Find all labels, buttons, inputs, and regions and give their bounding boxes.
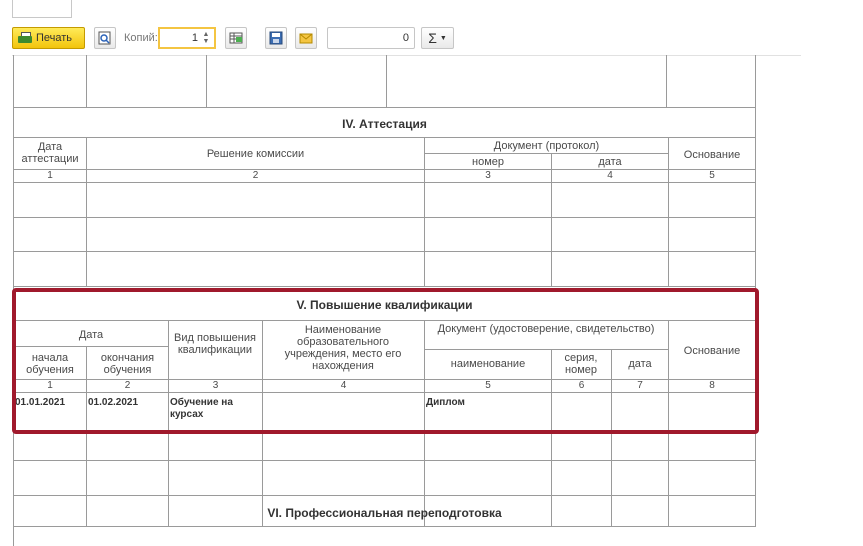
grid-line [424,153,668,154]
column-number: 4 [340,380,347,391]
print-button-label: Печать [36,32,73,44]
cell-start-date[interactable]: 01.01.2021 [15,397,66,408]
column-number: 6 [578,380,585,391]
grid-line [13,182,756,183]
toolbar [0,24,863,54]
column-number: 1 [47,170,53,181]
header-document-date: дата [628,358,652,370]
grid-line [13,107,756,108]
save-button[interactable] [265,27,287,49]
grid-line [13,495,756,496]
cell-document-name[interactable]: Диплом [426,397,465,408]
printer-icon [18,32,32,44]
document-area [0,55,863,546]
sum-field[interactable]: 0 [327,27,415,49]
header-commission-decision: Решение комиссии [206,148,305,160]
copies-stepper[interactable] [158,27,216,49]
save-icon [269,31,283,45]
header-document-name: наименование [450,358,526,370]
preview-icon [98,31,112,45]
header-date: Дата [78,329,104,341]
cell-qualification-kind[interactable]: Обучение на курсах [170,397,233,420]
grid-line [13,251,756,252]
grid-line [386,55,387,108]
column-number: 1 [47,380,53,391]
grid-line [13,460,756,461]
spin-arrows-icon[interactable]: ▲ ▼ [202,31,210,45]
header-basis: Основание [683,345,741,357]
header-protocol-document: Документ (протокол) [493,140,600,152]
grid-line [206,55,207,108]
sum-icon: Σ [428,30,437,46]
grid-line [13,137,756,138]
window-tab[interactable] [12,0,72,18]
chevron-down-icon: ▼ [439,34,447,42]
header-end-date: окончания обучения [100,352,155,376]
header-start-date: начала обучения [26,352,74,376]
highlight-frame [12,288,759,434]
column-number: 2 [252,170,259,181]
header-qualification-kind: Вид повышения квалификации [174,332,256,356]
grid-line [13,286,756,287]
sum-button[interactable] [421,27,454,49]
header-series-number: серия, номер [564,352,598,376]
column-number: 8 [709,380,715,391]
grid-line [13,526,756,527]
column-number: 3 [212,380,219,391]
column-number: 4 [607,170,613,181]
header-protocol-number: номер [472,156,504,168]
section-title-retraining: VI. Профессиональная переподготовка [267,506,502,520]
column-number: 5 [709,170,715,181]
grid-line [86,55,87,108]
column-number: 2 [124,380,131,391]
column-number: 5 [485,380,491,391]
grid-line [13,217,756,218]
header-document: Документ (удостоверение, свидетельство) [437,323,655,335]
preview-button[interactable] [94,27,116,49]
column-number: 3 [485,170,491,181]
header-basis: Основание [683,149,741,161]
column-number: 7 [637,380,643,391]
email-icon [299,31,313,45]
cell-end-date[interactable]: 01.02.2021 [88,397,139,408]
email-button[interactable] [295,27,317,49]
copies-label: Копий: [124,32,158,44]
edit-table-icon [229,31,243,45]
section-title-qualification: V. Повышение квалификации [296,298,473,312]
grid-line [666,55,667,108]
edit-table-button[interactable] [225,27,247,49]
print-button[interactable] [12,27,85,49]
header-protocol-date: дата [598,156,622,168]
copies-input[interactable] [162,30,198,46]
section-title-attestation: IV. Аттестация [342,117,427,131]
header-attestation-date: Дата аттестации [21,141,79,165]
header-institution: Наименование образовательного учреждения, место его нахождения [284,324,402,372]
